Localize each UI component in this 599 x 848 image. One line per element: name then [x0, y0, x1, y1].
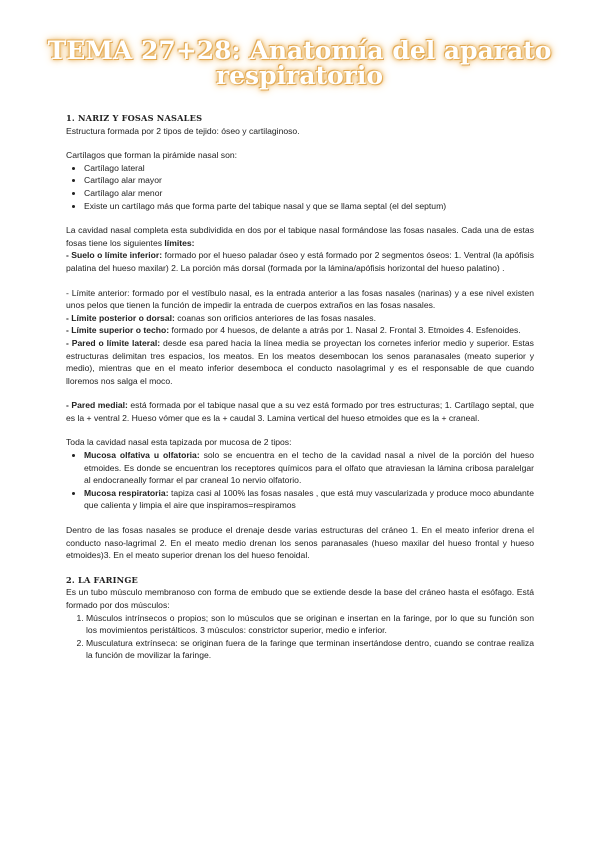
paragraph-drainage: Dentro de las fosas nasales se produce el drenaje desde varias estructuras del cráneo 1. En el meato inferior drena el conducto naso-lagrimal 2. En el meato medio drenan los senos paranasales (hueso maxilar del hueso frontal y hueso etmoides)3. En el meato superior drenan los del hueso fenoidal. [66, 525, 534, 561]
paragraph-faringe: Es un tubo músculo membranoso con forma de embudo que se extiende desde la base del cráneo hasta el esófago. Está formado por dos músculos: [66, 587, 534, 610]
paragraph-cavity: La cavidad nasal completa esta subdividida en dos por el tabique nasal formándose las fosas nasales. Cada una de estas fosas tiene los siguientes límites: [66, 225, 534, 248]
list-item: 2. Musculatura extrínseca: se originan fuera de la faringe que terminan insertándose dentro, cuando se contrae realiza la función de movilizar la faringe. [86, 637, 534, 662]
limit-lateral: - Pared o límite lateral: desde esa pared hacia la línea media se proyectan los cornetes inferior medio y superior. Estas estructuras delimitan tres espacios, los meatos. En los meatos desembocan los senos paranasales (meato superior y medio), mientras que en el meato inferior desemboca el conducto nasolagrimal y es el responsable de que cuando lloremos nos salga el moco. [66, 337, 534, 386]
limit-medial: - Pared medial: está formada por el tabique nasal que a su vez está formado por tres estructuras; 1. Cartílago septal, que es la + ventral 2. Hueso vómer que es la + caudal 3. Lamina vertical del hueso etmoides que es la + craneal. [66, 400, 535, 423]
paragraph-structure: Estructura formada por 2 tipos de tejido: óseo y cartilaginoso. [66, 125, 300, 136]
cartilage-list [66, 162, 534, 212]
list-item: • Cartílago alar menor [84, 187, 534, 200]
document-body [66, 112, 534, 662]
limit-superior: - Límite superior o techo: formado por 4 huesos, de delante a atrás por 1. Nasal 2. Frontal 3. Etmoides 4. Esfenoides. [66, 325, 521, 336]
mucosa-lead: Toda la cavidad nasal esta tapizada por mucosa de 2 tipos: [66, 437, 292, 448]
list-item: • Cartílago lateral [84, 162, 534, 175]
section-heading-faringe: 2. LA FARINGE [66, 574, 138, 585]
limit-anterior: - Límite anterior: formado por el vestíbulo nasal, es la entrada anterior a las fosas nasales (narinas) y a ese nivel existen unos pelos que tienen la función de impedir la entrada de cuerpos extraños en las fosas nasales. [66, 287, 534, 311]
list-item: • Cartílago alar mayor [84, 174, 534, 187]
list-item: • Mucosa respiratoria: tapiza casi al 100% las fosas nasales , que está muy vascularizada y produce moco abundante que calienta y limpia el aire que inspiramos=respiramos [84, 487, 534, 512]
limit-inferior: - Suelo o límite inferior: formado por el hueso paladar óseo y está formado por 2 segmentos óseos: 1. Ventral (la apófisis palatina del hueso maxilar) 2. La porción más dorsal (formada por la lámina/apófisis horizontal del hueso palatino) . [66, 250, 534, 273]
page-title: TEMA 27+28: Anatomía del aparato respiratorio [47, 36, 552, 90]
list-item: 1. Músculos intrínsecos o propios; son lo músculos que se originan e insertan en la faringe, por lo que su función son los movimientos peristálticos. 3 músculos: constrictor superior, medio e inferior. [86, 612, 534, 637]
limit-posterior: - Límite posterior o dorsal: coanas son orificios anteriores de las fosas nasales. [66, 312, 376, 323]
muscle-list [66, 612, 534, 662]
mucosa-list [66, 449, 534, 512]
list-item: • Mucosa olfativa u olfatoria: solo se encuentra en el techo de la cavidad nasal a nivel de la porción del hueso etmoides. Es donde se encuentran los receptores químicos para el olfato que atraviesan la lámina cribosa paralelgar al endocraneally formar el par craneal 1o nervio olfatorio. [84, 449, 534, 487]
cartilages-lead: Cartílagos que forman la pirámide nasal son: [66, 150, 238, 161]
section-heading-nariz: 1. NARIZ Y FOSAS NASALES [66, 113, 203, 123]
list-item: • Existe un cartílago más que forma parte del tabique nasal y que se llama septal (el del septum) [84, 200, 534, 213]
